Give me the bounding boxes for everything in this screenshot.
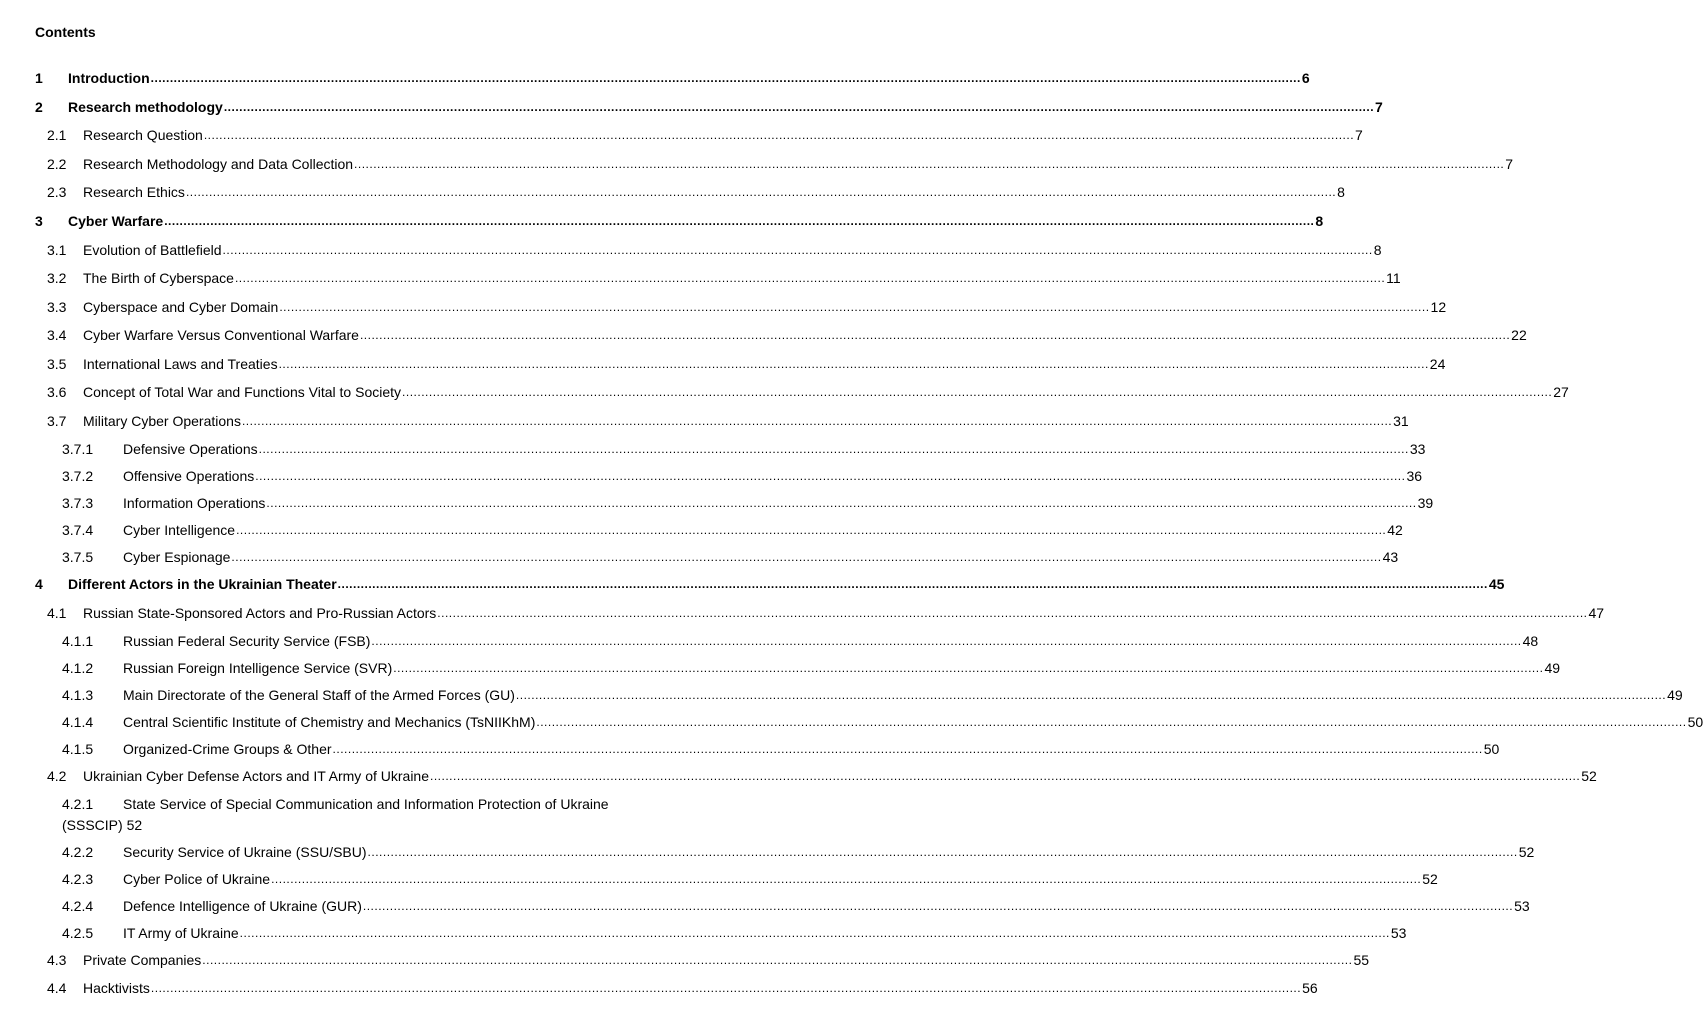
leader-dots: ............................................................................................................................................................................................................................................................................................................	[362, 899, 1514, 913]
toc-entry[interactable]	[62, 520, 1403, 540]
section-number: 3.5	[47, 356, 67, 372]
section-number: 4.1	[47, 605, 67, 621]
page-number: 8	[1373, 242, 1382, 258]
page-number: 49	[1667, 687, 1683, 703]
toc-entry[interactable]	[62, 869, 1438, 889]
page-number: 7	[1375, 99, 1383, 115]
leader-dots: ............................................................................................................................................................................................................................................................................................................	[258, 442, 1409, 456]
section-number: 4.1.4	[62, 714, 94, 730]
section-title: Russian Foreign Intelligence Service (SVR)	[123, 660, 393, 676]
page-number: 50	[1687, 714, 1703, 730]
section-title: Cyberspace and Cyber Domain	[83, 299, 279, 315]
section-number: 4.4	[47, 980, 67, 996]
leader-dots: ............................................................................................................................................................................................................................................................................................................	[371, 634, 1522, 648]
section-title: Research Methodology and Data Collection	[83, 156, 354, 172]
section-number: 3.7.1	[62, 441, 94, 457]
leader-dots: ............................................................................................................................................................................................................................................................................................................	[354, 157, 1505, 171]
section-title: IT Army of Ukraine	[123, 925, 239, 941]
toc-entry[interactable]	[62, 685, 1683, 705]
section-number: 4.2.5	[62, 925, 94, 941]
page-number: 39	[1417, 495, 1434, 511]
toc-entry[interactable]	[47, 950, 1370, 970]
section-number: 3	[35, 213, 43, 229]
toc-entry[interactable]	[47, 411, 1409, 431]
leader-dots: ............................................................................................................................................................................................................................................................................................................	[231, 550, 1382, 564]
section-title: Cyber Police of Ukraine	[123, 871, 271, 887]
page-number: 52	[1581, 768, 1597, 784]
toc-entry[interactable]	[35, 68, 1310, 88]
page-number: 48	[1522, 633, 1539, 649]
toc-entry[interactable]	[62, 896, 1530, 916]
page-number: 43	[1382, 549, 1399, 565]
section-title: Research Ethics	[83, 184, 185, 200]
page-number: 22	[1511, 327, 1527, 343]
section-number: 2.3	[47, 184, 67, 200]
leader-dots: ............................................................................................................................................................................................................................................................................................................	[430, 769, 1581, 783]
section-number: 2.2	[47, 156, 67, 172]
leader-dots: ............................................................................................................................................................................................................................................................................................................	[222, 243, 1373, 257]
section-title: State Service of Special Communication and Information Protection of Ukraine	[123, 796, 609, 812]
leader-dots: ............................................................................................................................................................................................................................................................................................................	[515, 688, 1667, 702]
leader-dots: ............................................................................................................................................................................................................................................................................................................	[241, 414, 1393, 428]
section-title: Information Operations	[123, 495, 266, 511]
section-number: 3.7	[47, 413, 67, 429]
section-title: Research methodology	[68, 99, 223, 115]
page-number: 52	[1518, 844, 1535, 860]
section-number: 4	[35, 576, 43, 592]
leader-dots: ............................................................................................................................................................................................................................................................................................................	[393, 661, 1544, 675]
toc-entry[interactable]	[47, 268, 1401, 288]
section-number: 3.1	[47, 242, 67, 258]
toc-entry[interactable]	[47, 354, 1446, 374]
toc-entry[interactable]	[62, 493, 1434, 513]
toc-entry[interactable]	[62, 466, 1423, 486]
page-number: 36	[1406, 468, 1423, 484]
leader-dots: ............................................................................................................................................................................................................................................................................................................	[150, 71, 1301, 85]
section-title: Research Question	[83, 127, 203, 143]
leader-dots: ............................................................................................................................................................................................................................................................................................................	[223, 100, 1375, 114]
toc-entry[interactable]	[62, 547, 1399, 567]
page-number: 45	[1488, 576, 1505, 592]
toc-entry[interactable]	[35, 211, 1324, 231]
section-title: Defence Intelligence of Ukraine (GUR)	[123, 898, 362, 914]
page-number: 50	[1483, 741, 1500, 757]
toc-entry[interactable]	[62, 842, 1535, 862]
section-title: Defensive Operations	[123, 441, 258, 457]
toc-entry[interactable]	[62, 631, 1539, 651]
section-title: Cyber Intelligence	[123, 522, 236, 538]
section-title: Offensive Operations	[123, 468, 255, 484]
leader-dots: ............................................................................................................................................................................................................................................................................................................	[337, 577, 1488, 591]
leader-dots: ............................................................................................................................................................................................................................................................................................................	[239, 926, 1390, 940]
section-title: International Laws and Treaties	[83, 356, 278, 372]
section-title: Cyber Warfare Versus Conventional Warfare	[83, 327, 359, 343]
section-number: 1	[35, 70, 43, 86]
toc-entry[interactable]	[47, 978, 1318, 998]
section-number: 4.2.2	[62, 844, 94, 860]
toc-entry[interactable]	[47, 297, 1447, 317]
leader-dots: ............................................................................................................................................................................................................................................................................................................	[255, 469, 1406, 483]
toc-entry[interactable]	[35, 97, 1383, 117]
leader-dots: ............................................................................................................................................................................................................................................................................................................	[402, 385, 1553, 399]
section-number: 2	[35, 99, 43, 115]
leader-dots: ............................................................................................................................................................................................................................................................................................................	[202, 953, 1353, 967]
section-number: 3.7.3	[62, 495, 94, 511]
leader-dots: ............................................................................................................................................................................................................................................................................................................	[536, 715, 1687, 729]
section-title: Cyber Warfare	[68, 213, 164, 229]
section-number: 4.1.2	[62, 660, 94, 676]
section-number: 3.3	[47, 299, 67, 315]
page-number: 7	[1355, 127, 1363, 143]
section-number: 4.1.5	[62, 741, 94, 757]
toc-entry[interactable]	[47, 766, 1597, 786]
page-number: 7	[1505, 156, 1514, 172]
leader-dots: ............................................................................................................................................................................................................................................................................................................	[185, 185, 1337, 199]
page-number: 27	[1553, 384, 1569, 400]
page-number: 11	[1386, 270, 1401, 286]
section-title: Hacktivists	[83, 980, 150, 996]
section-title: Russian State-Sponsored Actors and Pro-Russian Actors	[83, 605, 437, 621]
leader-dots: ............................................................................................................................................................................................................................................................................................................	[279, 300, 1430, 314]
section-number: 4.1.1	[62, 633, 94, 649]
toc-entry[interactable]	[62, 439, 1426, 459]
toc-entry[interactable]	[47, 154, 1514, 174]
section-title: Military Cyber Operations	[83, 413, 241, 429]
toc-entry[interactable]	[62, 739, 1500, 759]
page-number: 6	[1301, 70, 1310, 86]
page-number: 24	[1429, 356, 1446, 372]
section-number: 4.2.3	[62, 871, 94, 887]
leader-dots: ............................................................................................................................................................................................................................................................................................................	[203, 128, 1355, 142]
toc-entry[interactable]	[47, 125, 1363, 145]
page-number: 47	[1588, 605, 1605, 621]
leader-dots: ............................................................................................................................................................................................................................................................................................................	[266, 496, 1417, 510]
toc-entry[interactable]	[47, 240, 1382, 260]
section-title: Ukrainian Cyber Defense Actors and IT Army of Ukraine	[83, 768, 430, 784]
toc-heading: Contents	[35, 24, 96, 40]
toc-entry-wrapped[interactable]	[62, 794, 667, 836]
section-title: Central Scientific Institute of Chemistry and Mechanics (TsNIIKhM)	[123, 714, 536, 730]
leader-dots: ............................................................................................................................................................................................................................................................................................................	[236, 523, 1387, 537]
page-number: 49	[1544, 660, 1561, 676]
page-number: 8	[1337, 184, 1345, 200]
wrapped-line-2: (SSSCIP) 52	[62, 817, 143, 833]
section-title: Concept of Total War and Functions Vital to Society	[83, 384, 402, 400]
page-number: 31	[1393, 413, 1409, 429]
section-title: Private Companies	[83, 952, 202, 968]
leader-dots: ............................................................................................................................................................................................................................................................................................................	[437, 606, 1588, 620]
section-title: Organized-Crime Groups & Other	[123, 741, 332, 757]
page-number: 55	[1353, 952, 1370, 968]
toc-entry[interactable]	[62, 712, 1703, 732]
toc-entry[interactable]	[47, 603, 1605, 623]
section-title: Introduction	[68, 70, 150, 86]
section-number: 4.1.3	[62, 687, 94, 703]
leader-dots: ............................................................................................................................................................................................................................................................................................................	[150, 981, 1302, 995]
section-title: The Birth of Cyberspace	[83, 270, 234, 286]
section-title: Evolution of Battlefield	[83, 242, 222, 258]
section-title: Russian Federal Security Service (FSB)	[123, 633, 371, 649]
section-number: 3.4	[47, 327, 67, 343]
page-number: 8	[1315, 213, 1324, 229]
section-title: Different Actors in the Ukrainian Theater	[68, 576, 337, 592]
section-number: 3.7.2	[62, 468, 94, 484]
leader-dots: ............................................................................................................................................................................................................................................................................................................	[359, 328, 1511, 342]
toc-entry[interactable]	[47, 325, 1527, 345]
section-title: Cyber Espionage	[123, 549, 231, 565]
toc-entry[interactable]	[62, 923, 1407, 943]
section-title: Security Service of Ukraine (SSU/SBU)	[123, 844, 367, 860]
page-number: 56	[1302, 980, 1318, 996]
section-number: 3.2	[47, 270, 67, 286]
leader-dots: ............................................................................................................................................................................................................................................................................................................	[278, 357, 1429, 371]
leader-dots: ............................................................................................................................................................................................................................................................................................................	[234, 271, 1386, 285]
leader-dots: ............................................................................................................................................................................................................................................................................................................	[367, 845, 1518, 859]
page-number: 12	[1430, 299, 1447, 315]
page-number: 33	[1409, 441, 1426, 457]
wrapped-line-1	[62, 794, 667, 815]
page-number: 53	[1390, 925, 1407, 941]
leader-dots: ............................................................................................................................................................................................................................................................................................................	[332, 742, 1483, 756]
toc-entry[interactable]	[47, 182, 1345, 202]
leader-dots: ............................................................................................................................................................................................................................................................................................................	[271, 872, 1422, 886]
toc-entry[interactable]	[62, 658, 1561, 678]
section-number: 4.2.4	[62, 898, 94, 914]
section-number: 3.7.5	[62, 549, 94, 565]
section-number: 4.2.1	[62, 796, 94, 812]
page-number: 53	[1514, 898, 1530, 914]
section-title: Main Directorate of the General Staff of the Armed Forces (GU)	[123, 687, 515, 703]
toc-entry[interactable]	[47, 382, 1569, 402]
section-number: 3.6	[47, 384, 67, 400]
section-number: 2.1	[47, 127, 67, 143]
page-number: 42	[1387, 522, 1403, 538]
page-number: 52	[1422, 871, 1438, 887]
section-number: 4.3	[47, 952, 67, 968]
section-number: 3.7.4	[62, 522, 94, 538]
section-number: 4.2	[47, 768, 67, 784]
toc-entry[interactable]	[35, 574, 1505, 594]
leader-dots: ............................................................................................................................................................................................................................................................................................................	[164, 214, 1315, 228]
